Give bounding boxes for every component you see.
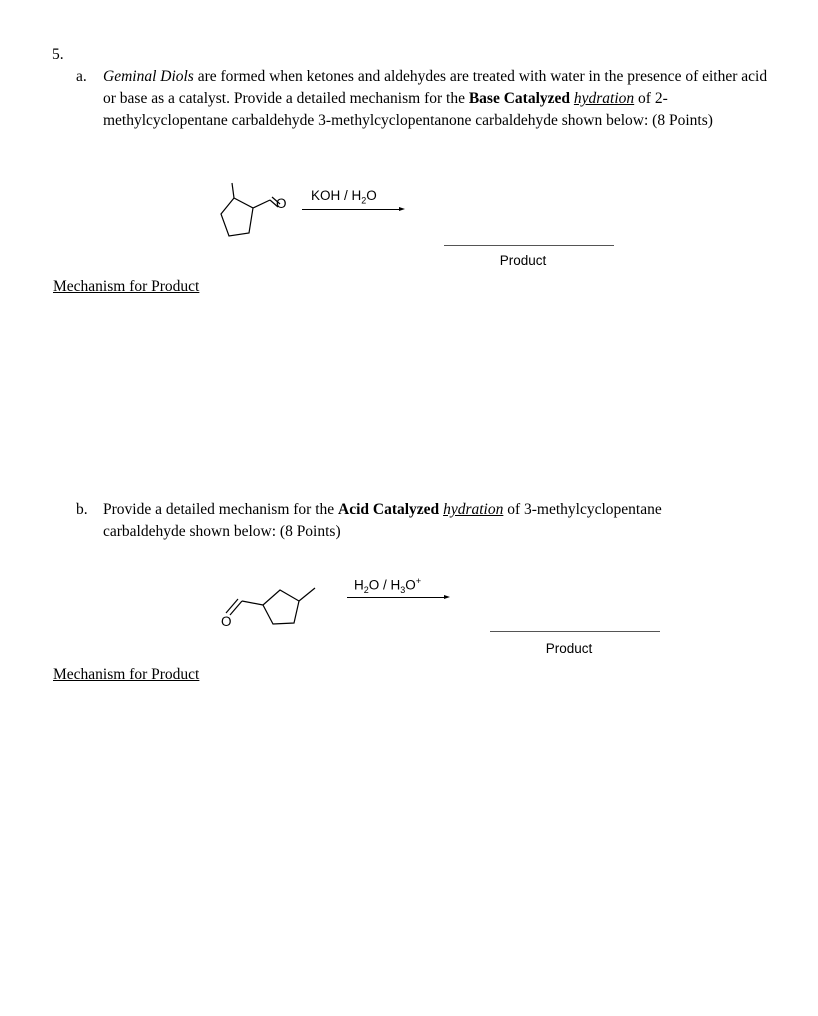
arrow-head-b bbox=[444, 595, 450, 599]
reagent-a bbox=[311, 188, 377, 206]
carbonyl-bond-1 bbox=[230, 601, 242, 615]
part-b-question-text bbox=[103, 499, 733, 543]
molecule-a-structure bbox=[215, 178, 305, 248]
question-number: 5. bbox=[52, 46, 64, 63]
reagent-a-main: KOH / H bbox=[311, 188, 362, 203]
reagent-b-o: O bbox=[405, 577, 416, 593]
base-catalyzed-term: Base Catalyzed bbox=[468, 90, 571, 107]
carbonyl-bond-2 bbox=[226, 599, 238, 613]
aldehyde-bond bbox=[242, 601, 263, 605]
reagent-a-end: O bbox=[366, 188, 377, 203]
methyl-bond bbox=[232, 183, 234, 198]
reagent-b-sup: + bbox=[415, 576, 422, 586]
molecule-b-oxygen: O bbox=[221, 614, 232, 629]
part-b-text-2: of 3-methylcyclopentane carbaldehyde shown below: (8 Points) bbox=[103, 501, 662, 540]
product-answer-line-b[interactable] bbox=[490, 631, 660, 632]
acid-catalyzed-term: Acid Catalyzed bbox=[338, 501, 440, 518]
part-a-text-1: are formed when ketones and aldehydes are treated with water in the presence of either acid or base as a catalyst. Provide a detailed mechanism for the bbox=[103, 68, 768, 107]
reagent-b-sub2: 3 bbox=[400, 585, 406, 596]
reaction-arrow-b bbox=[347, 597, 445, 598]
methyl-bond bbox=[299, 588, 315, 601]
reaction-arrow-a bbox=[302, 209, 400, 210]
mechanism-label-b: Mechanism for Product bbox=[53, 666, 200, 683]
molecule-a-oxygen: O bbox=[276, 196, 287, 211]
cyclopentane-ring bbox=[263, 590, 299, 624]
product-answer-line-a[interactable] bbox=[444, 245, 614, 246]
product-label-a: Product bbox=[499, 253, 547, 268]
arrow-head-a bbox=[399, 207, 405, 211]
aldehyde-bond bbox=[253, 200, 270, 208]
reagent-b-mid: O / H bbox=[368, 577, 401, 593]
reagent-b-sub1: 2 bbox=[363, 585, 369, 596]
reagent-a-sub: 2 bbox=[361, 195, 367, 206]
part-b-letter: b. bbox=[76, 501, 88, 518]
hydration-term-a: hydration bbox=[573, 90, 635, 107]
geminal-diols-term: Geminal Diols bbox=[103, 68, 194, 85]
mechanism-label-a: Mechanism for Product bbox=[53, 278, 200, 295]
part-a-letter: a. bbox=[76, 68, 87, 85]
part-a-text-2: of 2-methylcyclopentane carbaldehyde 3-methylcyclopentanone carbaldehyde shown below: (8 Points) bbox=[103, 90, 713, 129]
reagent-b-h: H bbox=[354, 577, 364, 593]
molecule-b-structure bbox=[220, 578, 330, 638]
product-label-b: Product bbox=[545, 641, 593, 656]
hydration-term-b: hydration bbox=[443, 501, 504, 518]
reagent-b bbox=[354, 576, 421, 595]
part-b-text-1: Provide a detailed mechanism for the bbox=[103, 501, 339, 518]
part-a-question-text bbox=[103, 66, 773, 132]
cyclopentane-ring bbox=[221, 198, 253, 236]
